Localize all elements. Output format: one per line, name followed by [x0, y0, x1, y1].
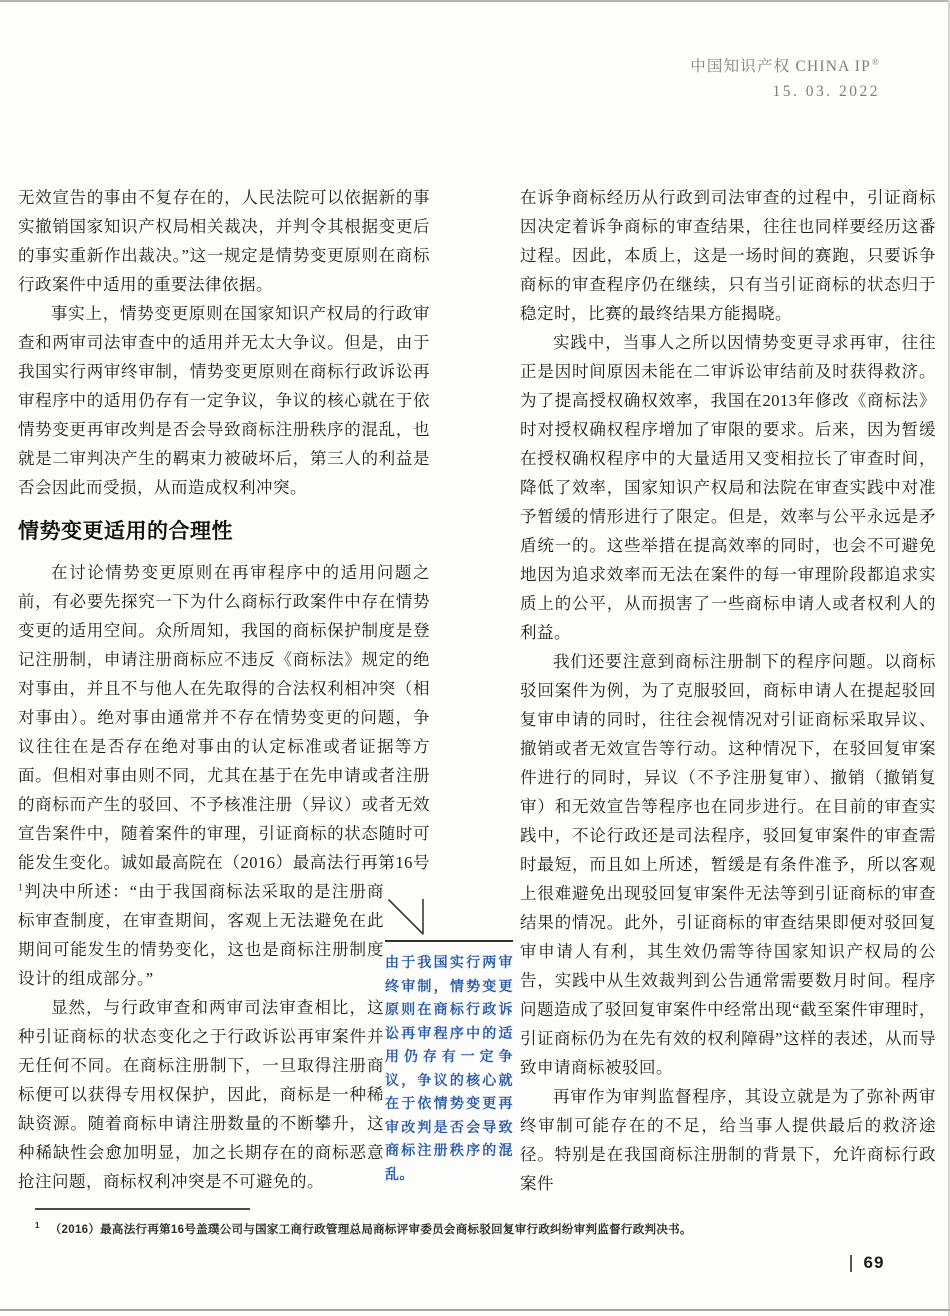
scan-edge-top [0, 0, 950, 2]
footnote-reference: 1 [18, 882, 24, 894]
paragraph-text: 商标审查制度，在审查期间，客观上无法避免在此期间可能发生的情势变化，这也是商标注册制度设计的组成部分。” [18, 882, 384, 988]
footnote-text: （2016）最高法行再第16号盖璞公司与国家工商行政管理总局商标评审委员会商标驳回复审行政纠纷审判监督行政判决书。 [49, 1224, 692, 1236]
paragraph [18, 558, 430, 993]
page-number-block [850, 1253, 884, 1273]
diagonal-arrow-icon [387, 898, 427, 936]
paragraph: 显然，与行政审查和两审司法审查相比，这种引证商标的状态变化之于行政诉讼再审案件并无任何不同。在商标注册制下，一旦取得注册商标便可以获得专用权保护，因此，商标是一种稀缺资源。随着商标申请注册数量的不断攀升，这种稀缺性会愈加明显，加之长期存在的商标恶意抢注问题，商标权利冲突是不可避免的。 [18, 998, 384, 1191]
magazine-title [690, 54, 880, 76]
pull-quote-rule [385, 940, 513, 942]
paragraph: 实践中，当事人之所以因情势变更寻求再审，往往正是因时间原因未能在二审诉讼审结前及时获得救济。为了提高授权确权效率，我国在2013年修改《商标法》时对授权确权程序增加了审限的要求。后来，因为暂缓在授权确权程序中的大量适用又变相拉长了审查时间，降低了效率，国家知识产权局和法院在审查实践中对准予暂缓的情形进行了限定。但是，效率与公平永远是矛盾统一的。这些举措在提高效率的同时，也会不可避免地因为追求效率而无法在案件的每一审理阶段都追求实质上的公平，从而损害了一些商标申请人或者权利人的利益。 [520, 333, 936, 642]
footnote-text-line [35, 1221, 905, 1237]
section-heading: 情势变更适用的合理性 [18, 520, 233, 543]
paragraph: 事实上，情势变更原则在国家知识产权局的行政审查和两审司法审查中的适用并无太大争议。但是，由于我国实行两审终审制，情势变更原则在商标行政诉讼再审程序中的适用仍存有一定争议，争议的核心就在于依情势变更再审改判是否会导致商标注册秩序的混乱，也就是二审判决产生的羁束力被破坏后，第三人的利益是否会因此而受损，从而造成权利冲突。 [18, 304, 430, 497]
pull-quote-box [385, 898, 513, 1186]
footnote-rule [35, 1208, 250, 1210]
paragraph: 再审作为审判监督程序，其设立就是为了弥补两审终审制可能存在的不足，给当事人提供最后的救济途径。特别是在我国商标注册制的背景下，允许商标行政案件 [520, 1087, 936, 1193]
paragraph: 我们还要注意到商标注册制下的程序问题。以商标驳回案件为例，为了克服驳回，商标申请人在提起驳回复审申请的同时，往往会视情况对引证商标采取异议、撤销或者无效宣告等行动。这种情况下，在驳回复审案件进行的同时，异议（不予注册复审）、撤销（撤销复审）和无效宣告等程序也在同步进行。在目前的审查实践中，不论行政还是司法程序，驳回复审案件的审查需时最短，而且如上所述，暂缓是有条件准予，所以客观上很难避免出现驳回复审案件无法等到引证商标的审查结果的情况。此外，引证商标的审查结果即便对驳回复审申请人有利，其生效仍需等待国家知识产权局的公告，实践中从生效裁判到公告通常需要数月时间。程序问题造成了驳回复审案件中经常出现“截至案件审理时，引证商标仍为在先有效的权利障碍”这样的表述，从而导致申请商标被驳回。 [520, 652, 936, 1077]
paragraph-continuation: 无效宣告的事由不复存在的，人民法院可以依据新的事实撤销国家知识产权局相关裁决，并判令其根据变更后的事实重新作出裁决。”这一规定是情势变更原则在商标行政案件中适用的重要法律依据。 [18, 188, 430, 294]
paragraph-continuation: 在诉争商标经历从行政到司法审查的过程中，引证商标因决定着诉争商标的审查结果，往往也同样要经历这番过程。因此，本质上，这是一场时间的赛跑，只要诉争商标的审查程序仍在继续，只有当引证商标的状态归于稳定时，比赛的最终结果方能揭晓。 [520, 188, 936, 323]
page-number-separator [850, 1255, 852, 1272]
pull-quote-text: 由于我国实行两审终审制，情势变更原则在商标行政诉讼再审程序中的适用仍存有一定争议，争议的核心就在于依情势变更再审改判是否会导致商标注册秩序的混乱。 [385, 954, 513, 1182]
right-column [520, 183, 936, 1198]
page-number: 69 [863, 1253, 885, 1272]
scan-edge-bottom [0, 1309, 950, 1311]
magazine-name: 中国知识产权 CHINA IP [690, 58, 871, 75]
issue-date: 15. 03. 2022 [772, 83, 880, 100]
footnote-marker: 1 [35, 1221, 40, 1231]
left-column [18, 183, 430, 1196]
footnote-block [35, 1208, 905, 1237]
paragraph-text: 判决中所述：“由于我国商标法采取的是注册 [23, 882, 367, 901]
magazine-header [690, 54, 880, 101]
registered-trademark-mark: ® [871, 57, 880, 67]
paragraph-text: 在讨论情势变更原则在再审程序中的适用问题之前，有必要先探究一下为什么商标行政案件中存在情势变更的适用空间。众所周知，我国的商标保护制度是登记注册制，申请注册商标应不违反《商标法》规定的绝对事由，并且不与他人在先取得的合法权利相冲突（相对事由）。绝对事由通常并不存在情势变更的问题，争议往往在是否存在绝对事由的认定标准或者证据等方面。但相对事由则不同，尤其在基于在先申请或者注册的商标而产生的驳回、不予核准注册（异议）或者无效宣告案件中，随着案件的审理，引证商标的状态随时可能发生变化。诚如最高院在（2016）最高法行再第16号 [18, 563, 430, 872]
